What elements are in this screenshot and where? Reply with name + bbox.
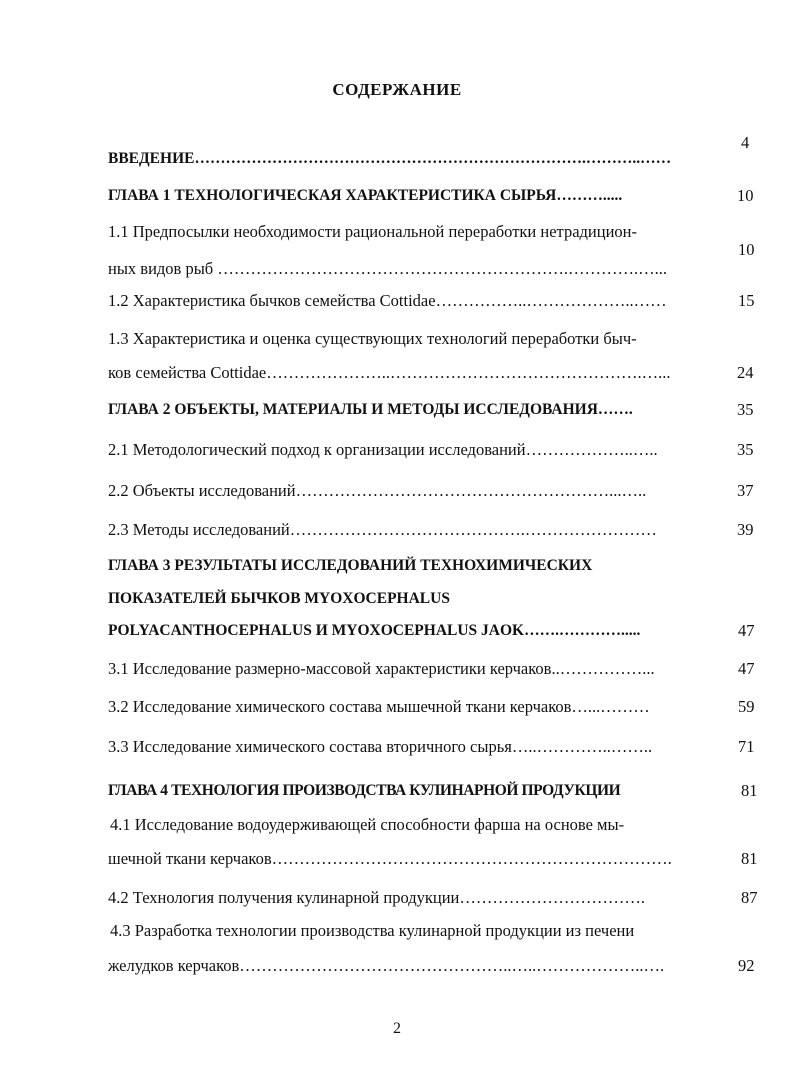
- toc-page-1-2: 15: [738, 291, 755, 310]
- toc-entry-3-3: 3.3 Исследование химического состава вторичного сырья…..…………..……..: [108, 737, 653, 756]
- toc-entry-4-1-line2: шечной ткани керчаков……………………………………………………………….: [108, 849, 672, 868]
- toc-entry-introduction: ВВЕДЕНИЕ………………………………………………………………….………..……: [108, 150, 672, 167]
- toc-page-introduction: 4: [741, 133, 750, 152]
- toc-page-2-3: 39: [737, 520, 754, 539]
- toc-page-4-1: 81: [741, 849, 758, 868]
- toc-page-1-1: 10: [738, 240, 755, 259]
- toc-page-3-3: 71: [738, 737, 755, 756]
- toc-entry-4-2: 4.2 Технология получения кулинарной продукции…………………………….: [108, 888, 645, 907]
- toc-page-1-3: 24: [737, 363, 754, 382]
- toc-page-4-3: 92: [738, 956, 755, 975]
- toc-entry-chapter-2: ГЛАВА 2 ОБЪЕКТЫ, МАТЕРИАЛЫ И МЕТОДЫ ИССЛЕДОВАНИЯ…….: [108, 401, 633, 418]
- toc-entry-1-3-line2: ков семейства Cottidae…………………..……………………………………….…...: [108, 363, 671, 382]
- toc-entry-chapter-3-line2: ПОКАЗАТЕЛЕЙ БЫЧКОВ MYOXOCEPHALUS: [108, 590, 450, 607]
- page-number: 2: [393, 1020, 401, 1037]
- toc-entry-3-2: 3.2 Исследование химического состава мышечной ткани керчаков…...………: [108, 697, 650, 716]
- toc-entry-2-3: 2.3 Методы исследований…………………………………….……………………: [108, 520, 657, 539]
- toc-page-3-1: 47: [738, 659, 755, 678]
- toc-page-chapter-2: 35: [737, 400, 754, 419]
- toc-entry-2-1: 2.1 Методологический подход к организации исследований………………..…..: [108, 440, 658, 459]
- toc-entry-1-3-line1: 1.3 Характеристика и оценка существующих технологий переработки быч-: [108, 329, 637, 348]
- toc-entry-1-1-line1: 1.1 Предпосылки необходимости рациональной переработки нетрадицион-: [108, 222, 637, 241]
- toc-entry-chapter-1: ГЛАВА 1 ТЕХНОЛОГИЧЕСКАЯ ХАРАКТЕРИСТИКА СЫРЬЯ……….....: [108, 187, 623, 204]
- toc-entry-4-3-line2: желудков керчаков…………………………………………..…..………………..….: [108, 956, 665, 975]
- toc-page-chapter-3: 47: [738, 621, 755, 640]
- toc-entry-1-1-line2: ных видов рыб ……………………………………………………….………….…...: [108, 259, 667, 278]
- toc-page-chapter-1: 10: [737, 186, 754, 205]
- toc-page-3-2: 59: [738, 697, 755, 716]
- toc-entry-1-2: 1.2 Характеристика бычков семейства Cottidae……………..………………..……: [108, 291, 667, 310]
- toc-entry-chapter-3-line3: POLYACANTHOCEPHALUS И MYOXOCEPHALUS JAOK…….………….....: [108, 622, 641, 639]
- toc-page-chapter-4: 81: [741, 781, 758, 800]
- page-title: СОДЕРЖАНИЕ: [332, 80, 462, 99]
- toc-entry-4-3-line1: 4.3 Разработка технологии производства кулинарной продукции из печени: [110, 921, 635, 940]
- toc-entry-chapter-4: ГЛАВА 4 ТЕХНОЛОГИЯ ПРОИЗВОДСТВА КУЛИНАРНОЙ ПРОДУКЦИИ: [108, 782, 621, 799]
- toc-entry-2-2: 2.2 Объекты исследований…………………………………………………...…..: [108, 481, 647, 500]
- toc-page-4-2: 87: [741, 888, 758, 907]
- toc-entry-4-1-line1: 4.1 Исследование водоудерживающей способности фарша на основе мы-: [110, 815, 625, 834]
- toc-page-2-2: 37: [737, 481, 754, 500]
- toc-entry-3-1: 3.1 Исследование размерно-массовой характеристики керчаков..……………...: [108, 659, 655, 678]
- toc-entry-chapter-3-line1: ГЛАВА 3 РЕЗУЛЬТАТЫ ИССЛЕДОВАНИЙ ТЕХНОХИМИЧЕСКИХ: [108, 557, 593, 574]
- toc-page-2-1: 35: [737, 440, 754, 459]
